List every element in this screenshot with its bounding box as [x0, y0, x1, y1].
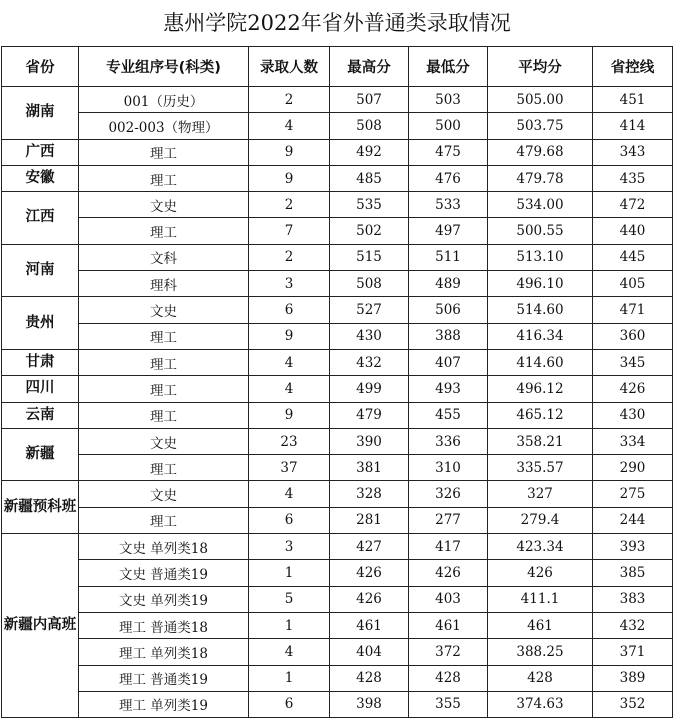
max-cell: 527 — [330, 297, 409, 323]
min-cell: 503 — [409, 87, 488, 113]
header-max: 最高分 — [330, 47, 409, 87]
max-cell: 479 — [330, 402, 409, 428]
avg-cell: 411.1 — [488, 586, 593, 612]
line-cell: 290 — [593, 455, 673, 481]
table-row — [2, 192, 673, 218]
line-cell: 445 — [593, 244, 673, 270]
table-row — [2, 402, 673, 428]
count-cell: 1 — [249, 612, 330, 638]
line-cell: 343 — [593, 139, 673, 165]
header-avg: 平均分 — [488, 47, 593, 87]
min-cell: 388 — [409, 323, 488, 349]
group-cell: 理工 — [79, 507, 249, 533]
table-row — [2, 113, 673, 139]
max-cell: 485 — [330, 165, 409, 191]
max-cell: 499 — [330, 376, 409, 402]
province-cell: 安徽 — [2, 165, 79, 191]
min-cell: 493 — [409, 376, 488, 402]
table-row — [2, 139, 673, 165]
count-cell: 4 — [249, 639, 330, 665]
max-cell: 502 — [330, 218, 409, 244]
line-cell: 393 — [593, 534, 673, 560]
group-cell: 文史 — [79, 428, 249, 454]
min-cell: 355 — [409, 691, 488, 717]
table-row — [2, 560, 673, 586]
group-cell: 理工 — [79, 165, 249, 191]
header-line: 省控线 — [593, 47, 673, 87]
count-cell: 6 — [249, 297, 330, 323]
province-cell: 新疆 — [2, 428, 79, 481]
count-cell: 7 — [249, 218, 330, 244]
min-cell: 500 — [409, 113, 488, 139]
max-cell: 515 — [330, 244, 409, 270]
group-cell: 理工 — [79, 349, 249, 375]
avg-cell: 503.75 — [488, 113, 593, 139]
table-row — [2, 612, 673, 638]
group-cell: 理工 单列类19 — [79, 691, 249, 717]
province-cell: 江西 — [2, 192, 79, 245]
count-cell: 4 — [249, 481, 330, 507]
avg-cell: 505.00 — [488, 87, 593, 113]
min-cell: 277 — [409, 507, 488, 533]
table-row — [2, 165, 673, 191]
province-cell: 广西 — [2, 139, 79, 165]
min-cell: 326 — [409, 481, 488, 507]
group-cell: 理工 普通类19 — [79, 665, 249, 691]
table-row — [2, 271, 673, 297]
group-cell: 理工 普通类18 — [79, 612, 249, 638]
avg-cell: 514.60 — [488, 297, 593, 323]
min-cell: 407 — [409, 349, 488, 375]
avg-cell: 496.12 — [488, 376, 593, 402]
table-row — [2, 534, 673, 560]
min-cell: 455 — [409, 402, 488, 428]
count-cell: 2 — [249, 87, 330, 113]
line-cell: 471 — [593, 297, 673, 323]
min-cell: 426 — [409, 560, 488, 586]
group-cell: 文史 — [79, 297, 249, 323]
table-row — [2, 349, 673, 375]
page-title: 惠州学院2022年省外普通类录取情况 — [163, 11, 511, 35]
table-row — [2, 507, 673, 533]
line-cell: 383 — [593, 586, 673, 612]
line-cell: 360 — [593, 323, 673, 349]
line-cell: 371 — [593, 639, 673, 665]
group-cell: 文史 普通类19 — [79, 560, 249, 586]
province-cell: 甘肃 — [2, 349, 79, 375]
max-cell: 328 — [330, 481, 409, 507]
table-row — [2, 376, 673, 402]
group-cell: 文史 — [79, 481, 249, 507]
header-min: 最低分 — [409, 47, 488, 87]
group-cell: 001（历史） — [79, 87, 249, 113]
min-cell: 461 — [409, 612, 488, 638]
table-row — [2, 87, 673, 113]
count-cell: 4 — [249, 349, 330, 375]
count-cell: 6 — [249, 691, 330, 717]
max-cell: 390 — [330, 428, 409, 454]
max-cell: 492 — [330, 139, 409, 165]
avg-cell: 479.68 — [488, 139, 593, 165]
count-cell: 5 — [249, 586, 330, 612]
province-cell: 新疆内高班 — [2, 534, 79, 718]
line-cell: 414 — [593, 113, 673, 139]
line-cell: 244 — [593, 507, 673, 533]
min-cell: 476 — [409, 165, 488, 191]
avg-cell: 428 — [488, 665, 593, 691]
max-cell: 381 — [330, 455, 409, 481]
avg-cell: 500.55 — [488, 218, 593, 244]
count-cell: 3 — [249, 534, 330, 560]
avg-cell: 461 — [488, 612, 593, 638]
header-province: 省份 — [2, 47, 79, 87]
min-cell: 417 — [409, 534, 488, 560]
avg-cell: 374.63 — [488, 691, 593, 717]
group-cell: 理工 — [79, 218, 249, 244]
line-cell: 440 — [593, 218, 673, 244]
max-cell: 428 — [330, 665, 409, 691]
admission-table — [1, 46, 673, 718]
min-cell: 511 — [409, 244, 488, 270]
min-cell: 489 — [409, 271, 488, 297]
count-cell: 9 — [249, 323, 330, 349]
max-cell: 404 — [330, 639, 409, 665]
group-cell: 文史 单列类18 — [79, 534, 249, 560]
header-row — [2, 47, 673, 87]
line-cell: 426 — [593, 376, 673, 402]
count-cell: 9 — [249, 139, 330, 165]
min-cell: 310 — [409, 455, 488, 481]
table-row — [2, 639, 673, 665]
table-row — [2, 481, 673, 507]
group-cell: 理工 — [79, 455, 249, 481]
avg-cell: 465.12 — [488, 402, 593, 428]
line-cell: 451 — [593, 87, 673, 113]
min-cell: 428 — [409, 665, 488, 691]
min-cell: 506 — [409, 297, 488, 323]
line-cell: 275 — [593, 481, 673, 507]
count-cell: 4 — [249, 113, 330, 139]
max-cell: 432 — [330, 349, 409, 375]
avg-cell: 327 — [488, 481, 593, 507]
min-cell: 475 — [409, 139, 488, 165]
table-row — [2, 297, 673, 323]
line-cell: 432 — [593, 612, 673, 638]
count-cell: 1 — [249, 560, 330, 586]
count-cell: 23 — [249, 428, 330, 454]
avg-cell: 279.4 — [488, 507, 593, 533]
header-count: 录取人数 — [249, 47, 330, 87]
avg-cell: 479.78 — [488, 165, 593, 191]
group-cell: 文科 — [79, 244, 249, 270]
group-cell: 002-003（物理） — [79, 113, 249, 139]
count-cell: 9 — [249, 402, 330, 428]
count-cell: 9 — [249, 165, 330, 191]
table-row — [2, 455, 673, 481]
min-cell: 533 — [409, 192, 488, 218]
max-cell: 508 — [330, 113, 409, 139]
table-row — [2, 428, 673, 454]
max-cell: 507 — [330, 87, 409, 113]
group-cell: 文史 — [79, 192, 249, 218]
table-row — [2, 244, 673, 270]
min-cell: 497 — [409, 218, 488, 244]
province-cell: 四川 — [2, 376, 79, 402]
header-group: 专业组序号(科类) — [79, 47, 249, 87]
line-cell: 405 — [593, 271, 673, 297]
province-cell: 河南 — [2, 244, 79, 297]
group-cell: 理工 — [79, 402, 249, 428]
avg-cell: 496.10 — [488, 271, 593, 297]
count-cell: 6 — [249, 507, 330, 533]
group-cell: 理工 — [79, 376, 249, 402]
group-cell: 理科 — [79, 271, 249, 297]
table-row — [2, 586, 673, 612]
avg-cell: 414.60 — [488, 349, 593, 375]
max-cell: 427 — [330, 534, 409, 560]
count-cell: 1 — [249, 665, 330, 691]
group-cell: 理工 — [79, 139, 249, 165]
max-cell: 508 — [330, 271, 409, 297]
table-row — [2, 665, 673, 691]
count-cell: 2 — [249, 192, 330, 218]
count-cell: 3 — [249, 271, 330, 297]
min-cell: 336 — [409, 428, 488, 454]
line-cell: 385 — [593, 560, 673, 586]
province-cell: 云南 — [2, 402, 79, 428]
max-cell: 535 — [330, 192, 409, 218]
max-cell: 426 — [330, 560, 409, 586]
max-cell: 281 — [330, 507, 409, 533]
avg-cell: 423.34 — [488, 534, 593, 560]
max-cell: 426 — [330, 586, 409, 612]
avg-cell: 358.21 — [488, 428, 593, 454]
max-cell: 461 — [330, 612, 409, 638]
group-cell: 理工 单列类18 — [79, 639, 249, 665]
line-cell: 472 — [593, 192, 673, 218]
max-cell: 430 — [330, 323, 409, 349]
table-row — [2, 691, 673, 717]
province-cell: 湖南 — [2, 87, 79, 140]
group-cell: 理工 — [79, 323, 249, 349]
min-cell: 372 — [409, 639, 488, 665]
line-cell: 345 — [593, 349, 673, 375]
province-cell: 贵州 — [2, 297, 79, 350]
avg-cell: 426 — [488, 560, 593, 586]
avg-cell: 513.10 — [488, 244, 593, 270]
line-cell: 435 — [593, 165, 673, 191]
group-cell: 文史 单列类19 — [79, 586, 249, 612]
table-row — [2, 218, 673, 244]
count-cell: 2 — [249, 244, 330, 270]
avg-cell: 388.25 — [488, 639, 593, 665]
line-cell: 389 — [593, 665, 673, 691]
avg-cell: 534.00 — [488, 192, 593, 218]
count-cell: 37 — [249, 455, 330, 481]
line-cell: 334 — [593, 428, 673, 454]
max-cell: 398 — [330, 691, 409, 717]
avg-cell: 335.57 — [488, 455, 593, 481]
line-cell: 352 — [593, 691, 673, 717]
count-cell: 4 — [249, 376, 330, 402]
province-cell: 新疆预科班 — [2, 481, 79, 534]
avg-cell: 416.34 — [488, 323, 593, 349]
min-cell: 403 — [409, 586, 488, 612]
table-row — [2, 323, 673, 349]
line-cell: 430 — [593, 402, 673, 428]
